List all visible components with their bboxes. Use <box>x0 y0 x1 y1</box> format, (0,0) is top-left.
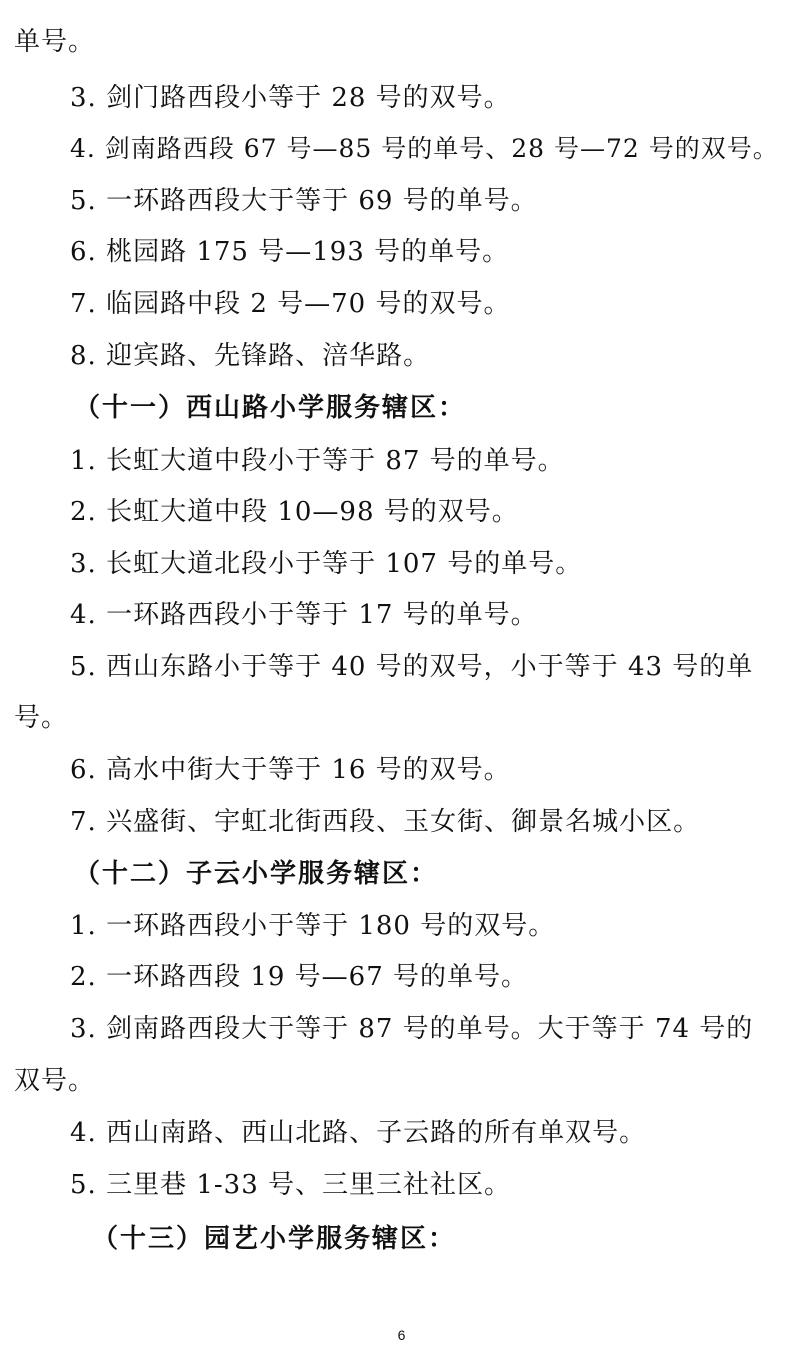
section-heading: （十一）西山路小学服务辖区： <box>74 393 467 423</box>
text-line: 2. 长虹大道中段 10—98 号的双号。 <box>70 497 519 527</box>
text-line: 5. 一环路西段大于等于 69 号的单号。 <box>70 186 538 216</box>
text-line: 8. 迎宾路、先锋路、涪华路。 <box>70 341 431 371</box>
text-line: 号。 <box>14 703 69 733</box>
page-number: 6 <box>397 1327 406 1343</box>
text-line: 单号。 <box>14 27 96 57</box>
text-line: 3. 长虹大道北段小于等于 107 号的单号。 <box>70 549 583 579</box>
text-line: 4. 一环路西段小于等于 17 号的单号。 <box>70 600 538 630</box>
text-line: 6. 高水中街大于等于 16 号的双号。 <box>70 755 511 785</box>
section-heading: （十二）子云小学服务辖区： <box>74 859 439 889</box>
text-line: 1. 一环路西段小于等于 180 号的双号。 <box>70 911 556 941</box>
text-line: 4. 西山南路、西山北路、子云路的所有单双号。 <box>70 1118 647 1148</box>
text-line: 双号。 <box>14 1066 96 1096</box>
text-line: 4. 剑南路西段 67 号—85 号的单号、28 号—72 号的双号。 <box>70 134 779 163</box>
text-line: 5. 三里巷 1-33 号、三里三社社区。 <box>70 1170 512 1200</box>
text-line: 1. 长虹大道中段小于等于 87 号的单号。 <box>70 446 565 476</box>
section-heading: （十三）园艺小学服务辖区： <box>92 1224 457 1254</box>
text-line: 7. 兴盛街、宇虹北街西段、玉女街、御景名城小区。 <box>70 807 701 837</box>
text-line: 2. 一环路西段 19 号—67 号的单号。 <box>70 962 529 992</box>
text-line: 5. 西山东路小于等于 40 号的双号，小于等于 43 号的单 <box>70 652 754 682</box>
text-line: 3. 剑南路西段大于等于 87 号的单号。大于等于 74 号的 <box>70 1014 754 1044</box>
text-line: 6. 桃园路 175 号—193 号的单号。 <box>70 237 510 267</box>
text-line: 3. 剑门路西段小等于 28 号的双号。 <box>70 83 511 113</box>
text-line: 7. 临园路中段 2 号—70 号的双号。 <box>70 289 511 319</box>
